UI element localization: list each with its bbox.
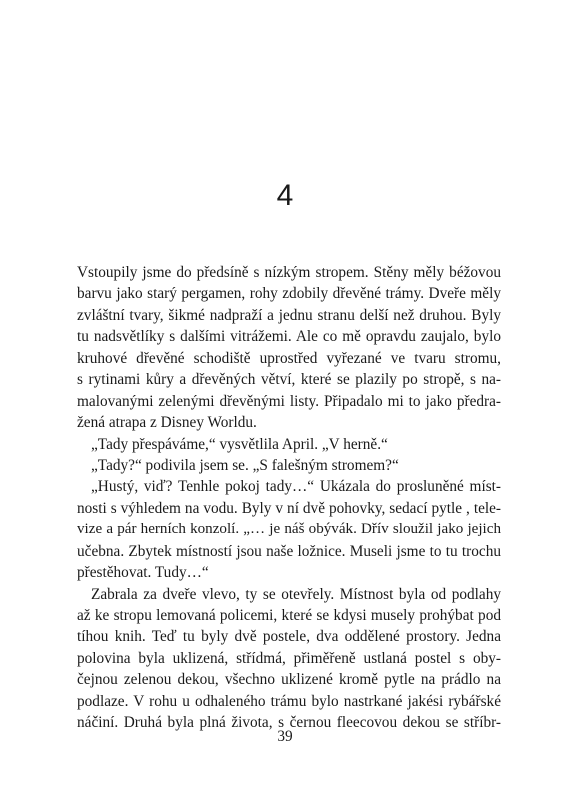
text-line: barvu jako starý pergamen, rohy zdobily dřevěné trámy. Dveře měly xyxy=(77,285,501,303)
text-line: až ke stropu lemovaná policemi, které se kdysi musely prohýbat pod xyxy=(77,607,501,624)
text-line: přestěhovat. Tudy…“ xyxy=(77,564,209,582)
chapter-number: 4 xyxy=(276,179,294,212)
text-line: náčiní. Druhá byla plná života, s černou fleecovou dekou se stříbr- xyxy=(77,714,501,732)
text-line: tíhou knih. Teď tu byly dvě postele, dva oddělené prostory. Jedna xyxy=(77,628,501,646)
page-number: 39 xyxy=(277,728,293,745)
text-line: vize a pár herních konzolí. „… je náš obývák. Dřív sloužil jako jejich xyxy=(77,521,501,538)
text-line: s rytinami kůry a dřevěných větví, které se plazily po stropě, s na- xyxy=(77,371,501,389)
text-line: malovanými zelenými dřevěnými listy. Připadalo mi to jako předra- xyxy=(77,392,501,410)
text-line: učebna. Zbytek místností jsou naše ložnice. Museli jsme to tu trochu xyxy=(77,542,501,560)
text-line: Zabrala za dveře vlevo, ty se otevřely. Místnost byla od podlahy xyxy=(91,585,501,603)
text-line: „Tady?“ podivila jsem se. „S falešným stromem?“ xyxy=(91,456,399,474)
text-line: „Hustý, viď? Tenhle pokoj tady…“ Ukázala do prosluněné míst- xyxy=(91,478,501,496)
text-line: nosti s výhledem na vodu. Byly v ní dvě pohovky, sedací pytle , tele- xyxy=(77,499,501,517)
text-line: podlaze. V rohu u odhaleného trámu bylo nastrkané jakési rybářské xyxy=(77,692,501,710)
text-line: Vstoupily jsme do předsíně s nízkým stropem. Stěny měly béžovou xyxy=(77,264,501,281)
text-line: „Tady přespáváme,“ vysvětlila April. „V herně.“ xyxy=(91,435,388,453)
body-text xyxy=(77,262,501,734)
text-line: polovina byla uklizená, střídmá, přiměřeně ustlaná postel s oby- xyxy=(77,649,501,667)
text-line: tu nadsvětlíky s dalšími vitrážemi. Ale co mě opravdu zaujalo, bylo xyxy=(77,328,501,346)
text-line: zvláštní tvary, šikmé nadpraží a jednu stranu delší než druhou. Byly xyxy=(77,306,501,324)
text-line: čejnou zelenou dekou, všechno uklizené kromě pytle na prádlo na xyxy=(77,671,501,689)
text-line: žená atrapa z Disney Worldu. xyxy=(77,414,257,432)
text-line: kruhové dřevěné schodiště uprostřed vyřezané ve tvaru stromu, xyxy=(77,349,501,367)
